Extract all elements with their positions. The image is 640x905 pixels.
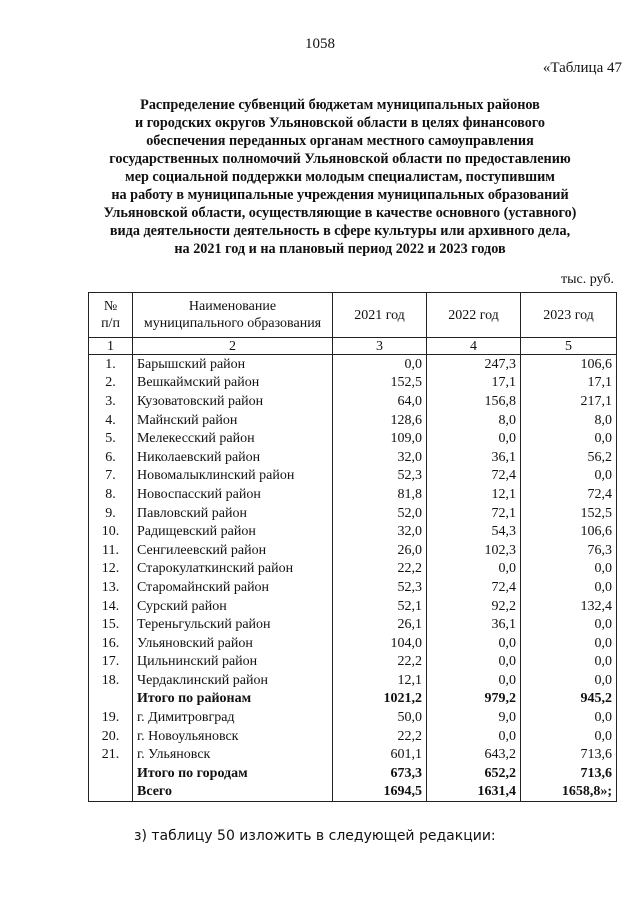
table-row bbox=[89, 504, 617, 523]
header-2023: 2023 год bbox=[521, 293, 617, 338]
value-2022: 72,4 bbox=[427, 578, 521, 597]
table-row bbox=[89, 745, 617, 764]
row-number: 8. bbox=[89, 485, 133, 504]
value-2022: 8,0 bbox=[427, 411, 521, 430]
value-2021: 22,2 bbox=[333, 653, 427, 672]
table-row bbox=[89, 411, 617, 430]
value-2021: 32,0 bbox=[333, 522, 427, 541]
value-2022: 36,1 bbox=[427, 448, 521, 467]
footer-instruction: з) таблицу 50 изложить в следующей редакции: bbox=[134, 828, 496, 844]
table-row bbox=[89, 355, 617, 374]
table-row bbox=[89, 392, 617, 411]
value-2022: 36,1 bbox=[427, 615, 521, 634]
value-2021: 26,0 bbox=[333, 541, 427, 560]
municipality-name: г. Новоульяновск bbox=[133, 727, 333, 746]
row-number: 1. bbox=[89, 355, 133, 374]
municipality-name: г. Ульяновск bbox=[133, 745, 333, 764]
row-number: 2. bbox=[89, 374, 133, 393]
value-2023: 76,3 bbox=[521, 541, 617, 560]
value-2022: 92,2 bbox=[427, 597, 521, 616]
value-2021: 109,0 bbox=[333, 429, 427, 448]
municipality-name: Старокулаткинский район bbox=[133, 560, 333, 579]
title-line: и городских округов Ульяновской области в целях финансового bbox=[135, 115, 545, 131]
row-number bbox=[89, 690, 133, 709]
header-2022: 2022 год bbox=[427, 293, 521, 338]
table-row bbox=[89, 615, 617, 634]
row-number bbox=[89, 764, 133, 783]
value-2023: 72,4 bbox=[521, 485, 617, 504]
municipality-name: Барышский район bbox=[133, 355, 333, 374]
table-row bbox=[89, 560, 617, 579]
value-2023: 713,6 bbox=[521, 745, 617, 764]
value-2021: 104,0 bbox=[333, 634, 427, 653]
municipality-name: Майнский район bbox=[133, 411, 333, 430]
header-number bbox=[89, 293, 133, 338]
table-row bbox=[89, 467, 617, 486]
value-2022: 0,0 bbox=[427, 634, 521, 653]
document-title bbox=[60, 96, 620, 258]
title-line: на 2021 год и на плановый период 2022 и 2023 годов bbox=[174, 241, 506, 257]
value-2023: 106,6 bbox=[521, 355, 617, 374]
value-2023: 0,0 bbox=[521, 671, 617, 690]
table-header-row bbox=[89, 293, 617, 338]
municipality-name: Николаевский район bbox=[133, 448, 333, 467]
value-2021: 22,2 bbox=[333, 727, 427, 746]
municipality-name: Павловский район bbox=[133, 504, 333, 523]
title-line: Распределение субвенций бюджетам муниципальных районов bbox=[140, 97, 540, 113]
table-row bbox=[89, 671, 617, 690]
row-number: 3. bbox=[89, 392, 133, 411]
header-number-line1: № bbox=[103, 299, 118, 314]
table-row bbox=[89, 485, 617, 504]
value-2023: 0,0 bbox=[521, 560, 617, 579]
column-number: 5 bbox=[521, 338, 617, 355]
title-line: обеспечения переданных органам местного самоуправления bbox=[146, 133, 534, 149]
row-number: 12. bbox=[89, 560, 133, 579]
row-number: 20. bbox=[89, 727, 133, 746]
municipality-name: Итого по районам bbox=[133, 690, 333, 709]
municipality-name: Ульяновский район bbox=[133, 634, 333, 653]
value-2023: 0,0 bbox=[521, 653, 617, 672]
row-number bbox=[89, 783, 133, 802]
value-2022: 247,3 bbox=[427, 355, 521, 374]
column-number: 2 bbox=[133, 338, 333, 355]
table-row bbox=[89, 634, 617, 653]
value-2023: 0,0 bbox=[521, 708, 617, 727]
value-2022: 0,0 bbox=[427, 560, 521, 579]
row-number: 21. bbox=[89, 745, 133, 764]
row-number: 11. bbox=[89, 541, 133, 560]
municipality-name: Всего bbox=[133, 783, 333, 802]
row-number: 6. bbox=[89, 448, 133, 467]
value-2022: 1631,4 bbox=[427, 783, 521, 802]
value-2021: 601,1 bbox=[333, 745, 427, 764]
row-number: 13. bbox=[89, 578, 133, 597]
value-2022: 652,2 bbox=[427, 764, 521, 783]
value-2021: 64,0 bbox=[333, 392, 427, 411]
value-2021: 12,1 bbox=[333, 671, 427, 690]
value-2021: 52,1 bbox=[333, 597, 427, 616]
table-total-row bbox=[89, 690, 617, 709]
value-2023: 106,6 bbox=[521, 522, 617, 541]
title-line: вида деятельности деятельность в сфере культуры или архивного дела, bbox=[109, 223, 571, 239]
value-2023: 0,0 bbox=[521, 467, 617, 486]
municipality-name: Итого по городам bbox=[133, 764, 333, 783]
municipality-name: Старомайнский район bbox=[133, 578, 333, 597]
municipality-name: Радищевский район bbox=[133, 522, 333, 541]
value-2021: 152,5 bbox=[333, 374, 427, 393]
value-2021: 52,3 bbox=[333, 578, 427, 597]
value-2021: 26,1 bbox=[333, 615, 427, 634]
header-number-line2: п/п bbox=[101, 316, 120, 331]
row-number: 10. bbox=[89, 522, 133, 541]
value-2023: 713,6 bbox=[521, 764, 617, 783]
value-2023: 132,4 bbox=[521, 597, 617, 616]
table-row bbox=[89, 597, 617, 616]
municipality-name: Новоспасский район bbox=[133, 485, 333, 504]
municipality-name: г. Димитровград bbox=[133, 708, 333, 727]
value-2021: 1694,5 bbox=[333, 783, 427, 802]
row-number: 19. bbox=[89, 708, 133, 727]
column-number: 3 bbox=[333, 338, 427, 355]
municipality-name: Тереньгульский район bbox=[133, 615, 333, 634]
municipality-name: Новомалыклинский район bbox=[133, 467, 333, 486]
header-name-line1: Наименование bbox=[188, 299, 277, 314]
header-name bbox=[133, 293, 333, 338]
value-2022: 643,2 bbox=[427, 745, 521, 764]
municipality-name: Цильнинский район bbox=[133, 653, 333, 672]
table-row bbox=[89, 727, 617, 746]
units-label: тыс. руб. bbox=[561, 272, 614, 287]
value-2023: 8,0 bbox=[521, 411, 617, 430]
value-2021: 50,0 bbox=[333, 708, 427, 727]
value-2023: 217,1 bbox=[521, 392, 617, 411]
row-number: 16. bbox=[89, 634, 133, 653]
value-2021: 32,0 bbox=[333, 448, 427, 467]
title-line: государственных полномочий Ульяновской области по предоставлению bbox=[109, 151, 571, 167]
value-2023: 945,2 bbox=[521, 690, 617, 709]
subsidy-table bbox=[88, 292, 617, 802]
value-2022: 17,1 bbox=[427, 374, 521, 393]
value-2021: 128,6 bbox=[333, 411, 427, 430]
municipality-name: Сенгилеевский район bbox=[133, 541, 333, 560]
value-2023: 152,5 bbox=[521, 504, 617, 523]
row-number: 18. bbox=[89, 671, 133, 690]
table-reference: «Таблица 47 bbox=[542, 60, 622, 76]
row-number: 4. bbox=[89, 411, 133, 430]
title-line: Ульяновской области, осуществляющие в качестве основного (уставного) bbox=[103, 205, 577, 221]
title-line: на работу в муниципальные учреждения муниципальных образований bbox=[111, 187, 569, 203]
value-2022: 0,0 bbox=[427, 653, 521, 672]
row-number: 15. bbox=[89, 615, 133, 634]
header-name-line2: муниципального образования bbox=[143, 316, 322, 331]
value-2023: 1658,8»; bbox=[521, 783, 617, 802]
table-row bbox=[89, 448, 617, 467]
value-2023: 0,0 bbox=[521, 578, 617, 597]
value-2023: 0,0 bbox=[521, 727, 617, 746]
value-2021: 81,8 bbox=[333, 485, 427, 504]
value-2022: 0,0 bbox=[427, 429, 521, 448]
value-2023: 0,0 bbox=[521, 634, 617, 653]
value-2021: 52,3 bbox=[333, 467, 427, 486]
table-row bbox=[89, 374, 617, 393]
value-2022: 156,8 bbox=[427, 392, 521, 411]
value-2022: 9,0 bbox=[427, 708, 521, 727]
table-row bbox=[89, 708, 617, 727]
value-2023: 0,0 bbox=[521, 429, 617, 448]
value-2023: 17,1 bbox=[521, 374, 617, 393]
municipality-name: Сурский район bbox=[133, 597, 333, 616]
value-2022: 72,4 bbox=[427, 467, 521, 486]
table-row bbox=[89, 653, 617, 672]
value-2021: 52,0 bbox=[333, 504, 427, 523]
row-number: 9. bbox=[89, 504, 133, 523]
value-2021: 0,0 bbox=[333, 355, 427, 374]
value-2022: 979,2 bbox=[427, 690, 521, 709]
table-row bbox=[89, 429, 617, 448]
table-total-row bbox=[89, 764, 617, 783]
table-row bbox=[89, 541, 617, 560]
title-line: мер социальной поддержки молодым специалистам, поступившим bbox=[125, 169, 555, 185]
municipality-name: Вешкаймский район bbox=[133, 374, 333, 393]
column-number: 4 bbox=[427, 338, 521, 355]
value-2021: 1021,2 bbox=[333, 690, 427, 709]
table-total-row bbox=[89, 783, 617, 802]
value-2021: 22,2 bbox=[333, 560, 427, 579]
row-number: 7. bbox=[89, 467, 133, 486]
header-2021: 2021 год bbox=[333, 293, 427, 338]
value-2022: 0,0 bbox=[427, 671, 521, 690]
column-number-row bbox=[89, 338, 617, 355]
value-2022: 0,0 bbox=[427, 727, 521, 746]
value-2022: 72,1 bbox=[427, 504, 521, 523]
table-row bbox=[89, 578, 617, 597]
municipality-name: Мелекесский район bbox=[133, 429, 333, 448]
row-number: 5. bbox=[89, 429, 133, 448]
value-2022: 12,1 bbox=[427, 485, 521, 504]
column-number: 1 bbox=[89, 338, 133, 355]
value-2022: 54,3 bbox=[427, 522, 521, 541]
page-number: 1058 bbox=[305, 36, 335, 52]
value-2023: 56,2 bbox=[521, 448, 617, 467]
row-number: 14. bbox=[89, 597, 133, 616]
value-2023: 0,0 bbox=[521, 615, 617, 634]
row-number: 17. bbox=[89, 653, 133, 672]
table-row bbox=[89, 522, 617, 541]
value-2021: 673,3 bbox=[333, 764, 427, 783]
municipality-name: Чердаклинский район bbox=[133, 671, 333, 690]
value-2022: 102,3 bbox=[427, 541, 521, 560]
municipality-name: Кузоватовский район bbox=[133, 392, 333, 411]
